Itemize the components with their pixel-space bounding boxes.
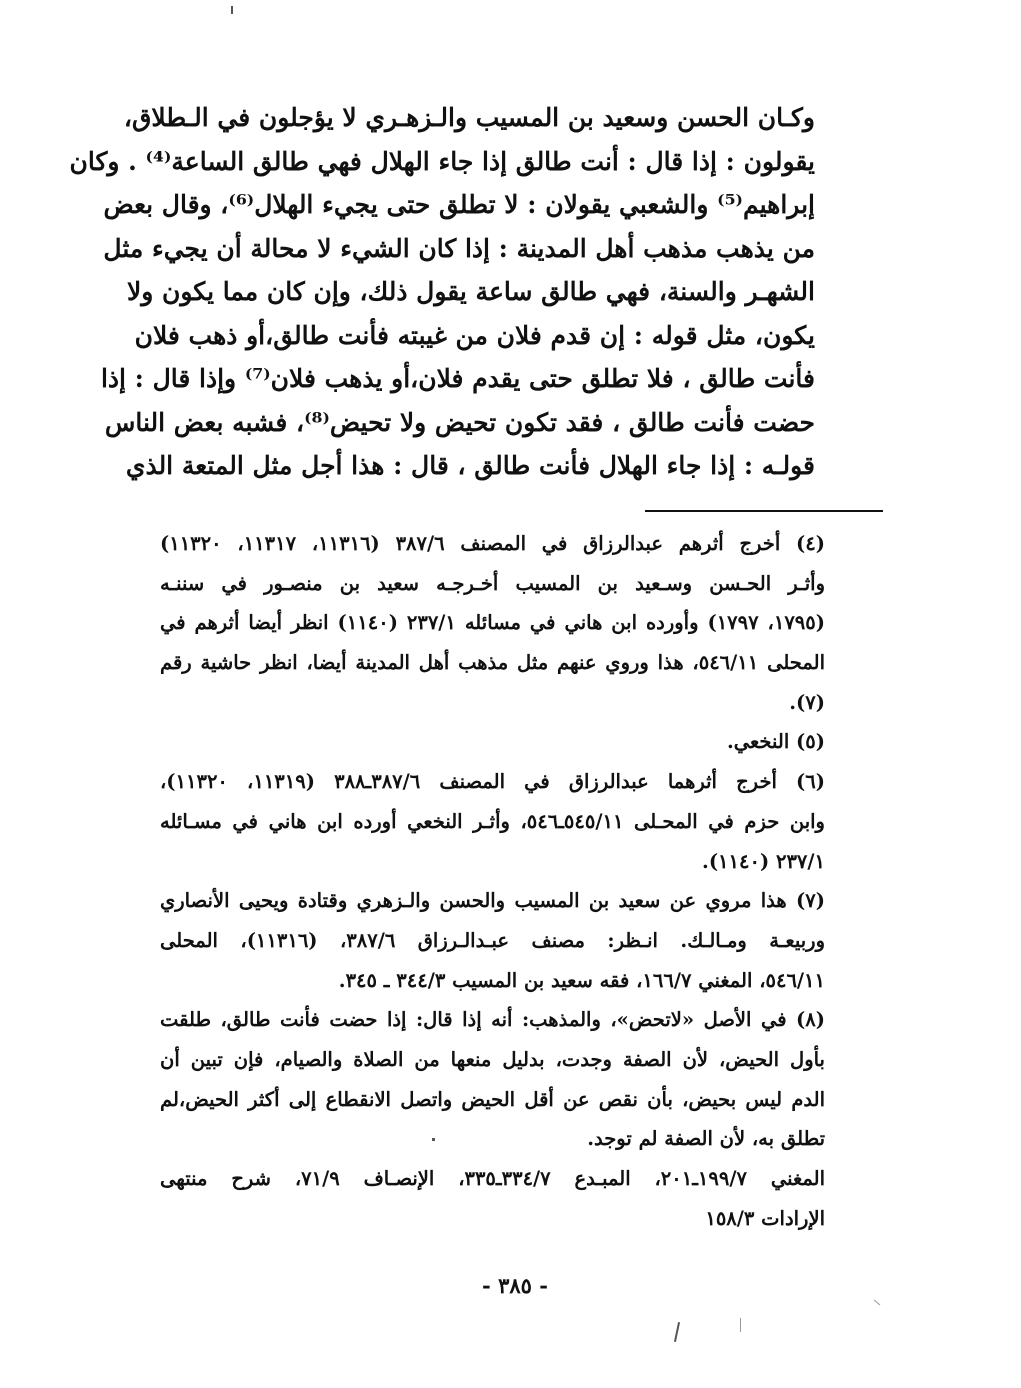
footnote-8-line: بأول الحيض، لأن الصفة وجدت، بدليل منعها من الصلاة والصيام، فإن تبين أن [160, 1047, 825, 1071]
footnotes-section [160, 524, 825, 1238]
main-text-line: يقولون : إذا قال : أنت طالق إذا جاء الهلال فهي طالق الساعة⁽⁴⁾ . وكان [69, 146, 815, 176]
footnote-4-line: (١٧٩٥، ١٧٩٧) وأورده ابن هاني في مسائله ٢٣٧/١ (١١٤٠) انظر أيضا أثرهم في [160, 611, 825, 635]
scan-speck [674, 1322, 680, 1342]
scan-speck [432, 1138, 435, 1141]
footnote-8-line: الدم ليس بحيض، بأن نقص عن أقل الحيض واتصل الانقطاع إلى أكثر الحيض،لم [160, 1087, 825, 1111]
main-text-line: يكون، مثل قوله : إن قدم فلان من غيبته فأنت طالق،أو ذهب فلان [134, 320, 815, 350]
footnote-7-line: وربيعـة ومـالـك. انـظر: مصنف عبـدالـرزاق ٣٨٧/٦، (١١٣١٦)، المحلى [160, 928, 825, 952]
footnote-4-line: (٤) أخرج أثرهم عبدالرزاق في المصنف ٣٨٧/٦ (١١٣١٦، ١١٣١٧، ١١٣٢٠) [160, 532, 826, 555]
main-text-line: إبراهيم⁽⁵⁾ والشعبي يقولان : لا تطلق حتى يجيء الهلال⁽⁶⁾، وقال بعض [103, 190, 815, 219]
footnote-4-line: (٧). [789, 690, 825, 714]
footnote-4-line: المحلى ٥٤٦/١١، هذا وروي عنهم مثل مذهب أهل المدينة أيضا، انظر حاشية رقم [160, 651, 826, 675]
main-text-line: حضت فأنت طالق ، فقد تكون تحيض ولا تحيض⁽⁸⁾، فشبه بعض الناس [104, 407, 815, 437]
page-number: - ٣٨٥ - [482, 1273, 548, 1298]
footnote-4-line: وأثـر الحـسن وسـعيد بن المسيب أخـرجـه سعيد بن منصـور في سننـه [160, 571, 825, 595]
footnote-separator-rule [645, 510, 883, 512]
main-text-line: قولـه : إذا جاء الهلال فأنت طالق ، قال : هذا أجل مثل المتعة الذي [125, 451, 815, 480]
footnote-6-line: ٢٣٧/١ (١١٤٠). [702, 849, 825, 873]
footnote-6-line: وابن حزم في المحـلى ٥٤٥/١١ـ٥٤٦، وأثـر النخعي أورده ابن هاني في مسـائله [160, 809, 825, 833]
footnote-6-line: (٦) أخرج أثرهما عبدالرزاق في المصنف ٣٨٧/٦ـ٣٨٨ (١١٣١٩، ١١٣٢٠)، [160, 770, 825, 794]
main-text-line: من يذهب مذهب أهل المدينة : إذا كان الشيء لا محالة أن يجيء مثل [103, 233, 815, 263]
footnote-8-line: المغني ١٩٩/٧ـ٢٠١، المبـدع ٣٣٤/٧ـ٣٣٥، الإنصـاف ٧١/٩، شرح منتهى [160, 1167, 825, 1190]
footnote-5-line: (٥) النخعي. [726, 730, 825, 754]
footnote-8-line: تطلق به، لأن الصفة لم توجد. [587, 1127, 825, 1151]
main-text-body [69, 96, 815, 488]
footnote-8-line: الإرادات ١٥٨/٣ [705, 1206, 825, 1230]
main-text-line: وكـان الحسن وسعيد بن المسيب والـزهـري لا يؤجلون في الـطلاق، [123, 103, 815, 132]
scan-speck [874, 1300, 881, 1306]
footnote-7-line: ٥٤٦/١١، المغني ١٦٦/٧، فقه سعيد بن المسيب ٣٤٤/٣ ـ ٣٤٥. [338, 968, 825, 992]
scan-speck [231, 6, 233, 14]
footnote-7-line: (٧) هذا مروي عن سعيد بن المسيب والحسن والـزهري وقتادة ويحيى الأنصاري [160, 889, 825, 913]
scan-speck [740, 1318, 741, 1332]
footnote-8-line: (٨) في الأصل «لاتحض»، والمذهب: أنه إذا قال: إذا حضت فأنت طالق، طلقت [160, 1008, 825, 1032]
main-text-line: فأنت طالق ، فلا تطلق حتى يقدم فلان،أو يذهب فلان⁽⁷⁾ وإذا قال : إذا [100, 364, 815, 393]
main-text-line: الشهـر والسنة، فهي طالق ساعة يقول ذلك، وإن كان مما يكون ولا [126, 277, 815, 306]
